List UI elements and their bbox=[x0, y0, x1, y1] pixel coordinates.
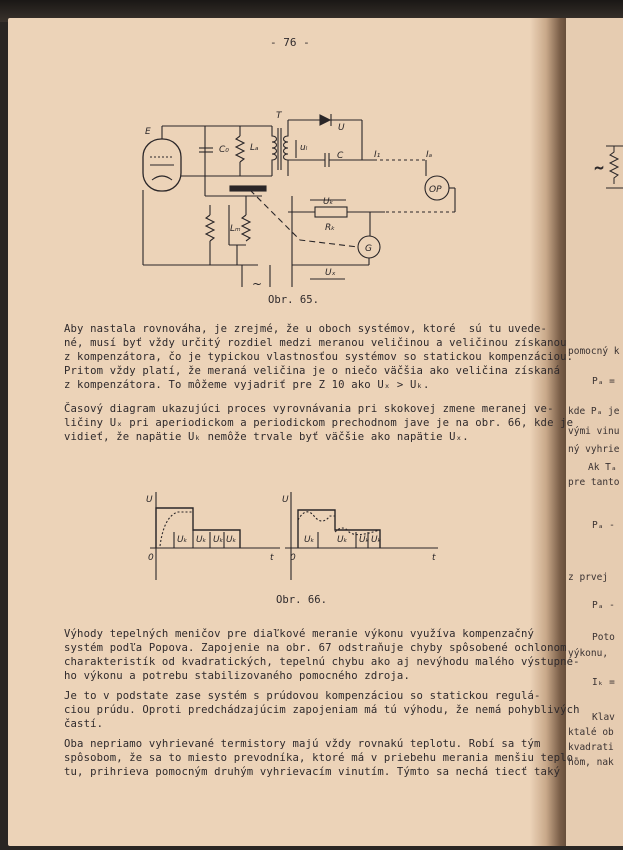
label-Rk: Rₖ bbox=[325, 223, 336, 233]
figure-65-circuit bbox=[0, 0, 623, 300]
fig66-label-Uk-5: Uₖ bbox=[304, 535, 315, 545]
paragraph-4: Je to v podstate zase systém s prúdovou kompenzáciou so statickou regulá- ciou prúdu. Oproti predchádzajúcim zapojeniam má tú výhodu, že nemá pohyblivých častí. bbox=[64, 690, 580, 730]
label-Ux: Uₓ bbox=[325, 268, 336, 278]
label-tilde: ~ bbox=[252, 277, 263, 291]
label-C: C bbox=[337, 151, 344, 161]
right-fragment: hom, nak bbox=[568, 757, 614, 768]
right-fragment: kvadrati bbox=[568, 742, 614, 753]
right-fragment: pomocný k bbox=[568, 346, 620, 357]
fig66-label-zero-1: 0 bbox=[148, 553, 154, 563]
right-fragment: vými vinu bbox=[568, 426, 620, 437]
page-number: - 76 - bbox=[270, 36, 310, 49]
fig66-label-Uk-8: Uₖ bbox=[371, 535, 382, 545]
right-fragment: Klav bbox=[592, 712, 615, 723]
fig66-label-Uk-1: Uₖ bbox=[177, 535, 188, 545]
fig66-label-Uk-4: Uₖ bbox=[226, 535, 237, 545]
label-Ia: Iₐ bbox=[426, 150, 433, 160]
right-page-circuit-fragment bbox=[566, 140, 623, 200]
fig66-label-Uk-3: Uₖ bbox=[213, 535, 224, 545]
right-fragment: kde Pₐ je bbox=[568, 406, 620, 417]
label-Uk: Uₖ bbox=[323, 197, 334, 207]
right-fragment: pre tanto bbox=[568, 477, 620, 488]
right-fragment: Pₐ - bbox=[592, 520, 615, 531]
right-fragment: Poto bbox=[592, 632, 615, 643]
fig66-label-Uk-6: Uₖ bbox=[337, 535, 348, 545]
right-fragment: výkonu, bbox=[568, 648, 614, 659]
label-G: G bbox=[365, 244, 372, 254]
label-T: T bbox=[276, 111, 282, 121]
label-OP: OP bbox=[429, 185, 442, 195]
paragraph-5: Oba nepriamo vyhrievané termistory majú vždy rovnakú teplotu. Robí sa tým spôsobom, že sa to miesto prevodníka, ktoré má v priebehu merania menšiu teplo- tu, prihrieva pomocným druhým vyhrievacím vinutím. Týmto sa nechá tiecť taký bbox=[64, 738, 580, 778]
figure-66-caption: Obr. 66. bbox=[276, 594, 328, 606]
fig66-label-zero-2: 0 bbox=[290, 553, 296, 563]
fig66-label-U-2: U bbox=[282, 495, 289, 505]
right-fragment: Iₖ = bbox=[592, 677, 615, 688]
fig66-label-Uk-7: Uₖ bbox=[359, 535, 370, 545]
fig66-label-U-1: U bbox=[146, 495, 153, 505]
svg-text:~: ~ bbox=[594, 161, 605, 175]
right-fragment: Ak Tₐ bbox=[588, 462, 617, 473]
right-fragment: z prvej bbox=[568, 572, 609, 583]
label-U: U bbox=[338, 123, 345, 133]
figure-65-caption: Obr. 65. bbox=[268, 294, 320, 306]
right-fragment: ktalé ob bbox=[568, 727, 614, 738]
right-fragment: Pₐ = bbox=[592, 376, 615, 387]
label-C0: C₀ bbox=[219, 145, 229, 155]
right-fragment: ný vyhrie bbox=[568, 444, 620, 455]
label-E: E bbox=[145, 127, 151, 137]
paragraph-1: Aby nastala rovnováha, je zrejmé, že u oboch systémov, ktoré sú tu uvede- né, musí byť vždy určitý rozdiel medzi meranou veličinou a veličinou získanou z kompenzátora, čo je typickou vlastnosťou systémov so statickou kompenzáciou. Pritom vždy platí, že meraná veličina je o niečo väčšia ako veličina získaná z kompenzátora. To môžeme vyjadriť pre Z 10 ako Uₓ > Uₖ. bbox=[64, 323, 574, 391]
paragraph-3: Výhody tepelných meničov pre diaľkové meranie výkonu využíva kompenzačný systém podľa Popova. Zapojenie na obr. 67 odstraňuje chyby spôsobené ochlonom charakteristík od kvadratických, tepelnú chybu ako aj nevýhodu malého výstupné- ho výkonu a potrebu stabilizovaného pomocného zdroja. bbox=[64, 628, 580, 682]
fig66-label-Uk-2: Uₖ bbox=[196, 535, 207, 545]
paragraph-2: Časový diagram ukazujúci proces vyrovnávania pri skokovej zmene meranej ve- ličiny Uₓ pri aperiodickom a periodickom prechodnom jave je na obr. 66, kde je vidieť, že napätie Uₖ nemôže trvale byť väčšie ako napätie Uₓ. bbox=[64, 403, 574, 443]
label-uL: uₗ bbox=[300, 143, 308, 153]
fig66-label-t-1: t bbox=[270, 553, 274, 563]
label-Lm: Lₘ bbox=[230, 224, 241, 234]
figure-66-diagram bbox=[0, 480, 623, 600]
label-La: Lₐ bbox=[250, 143, 259, 153]
right-fragment: Pₐ - bbox=[592, 600, 615, 611]
fig66-label-t-2: t bbox=[432, 553, 436, 563]
label-I1: I₁ bbox=[374, 150, 381, 160]
